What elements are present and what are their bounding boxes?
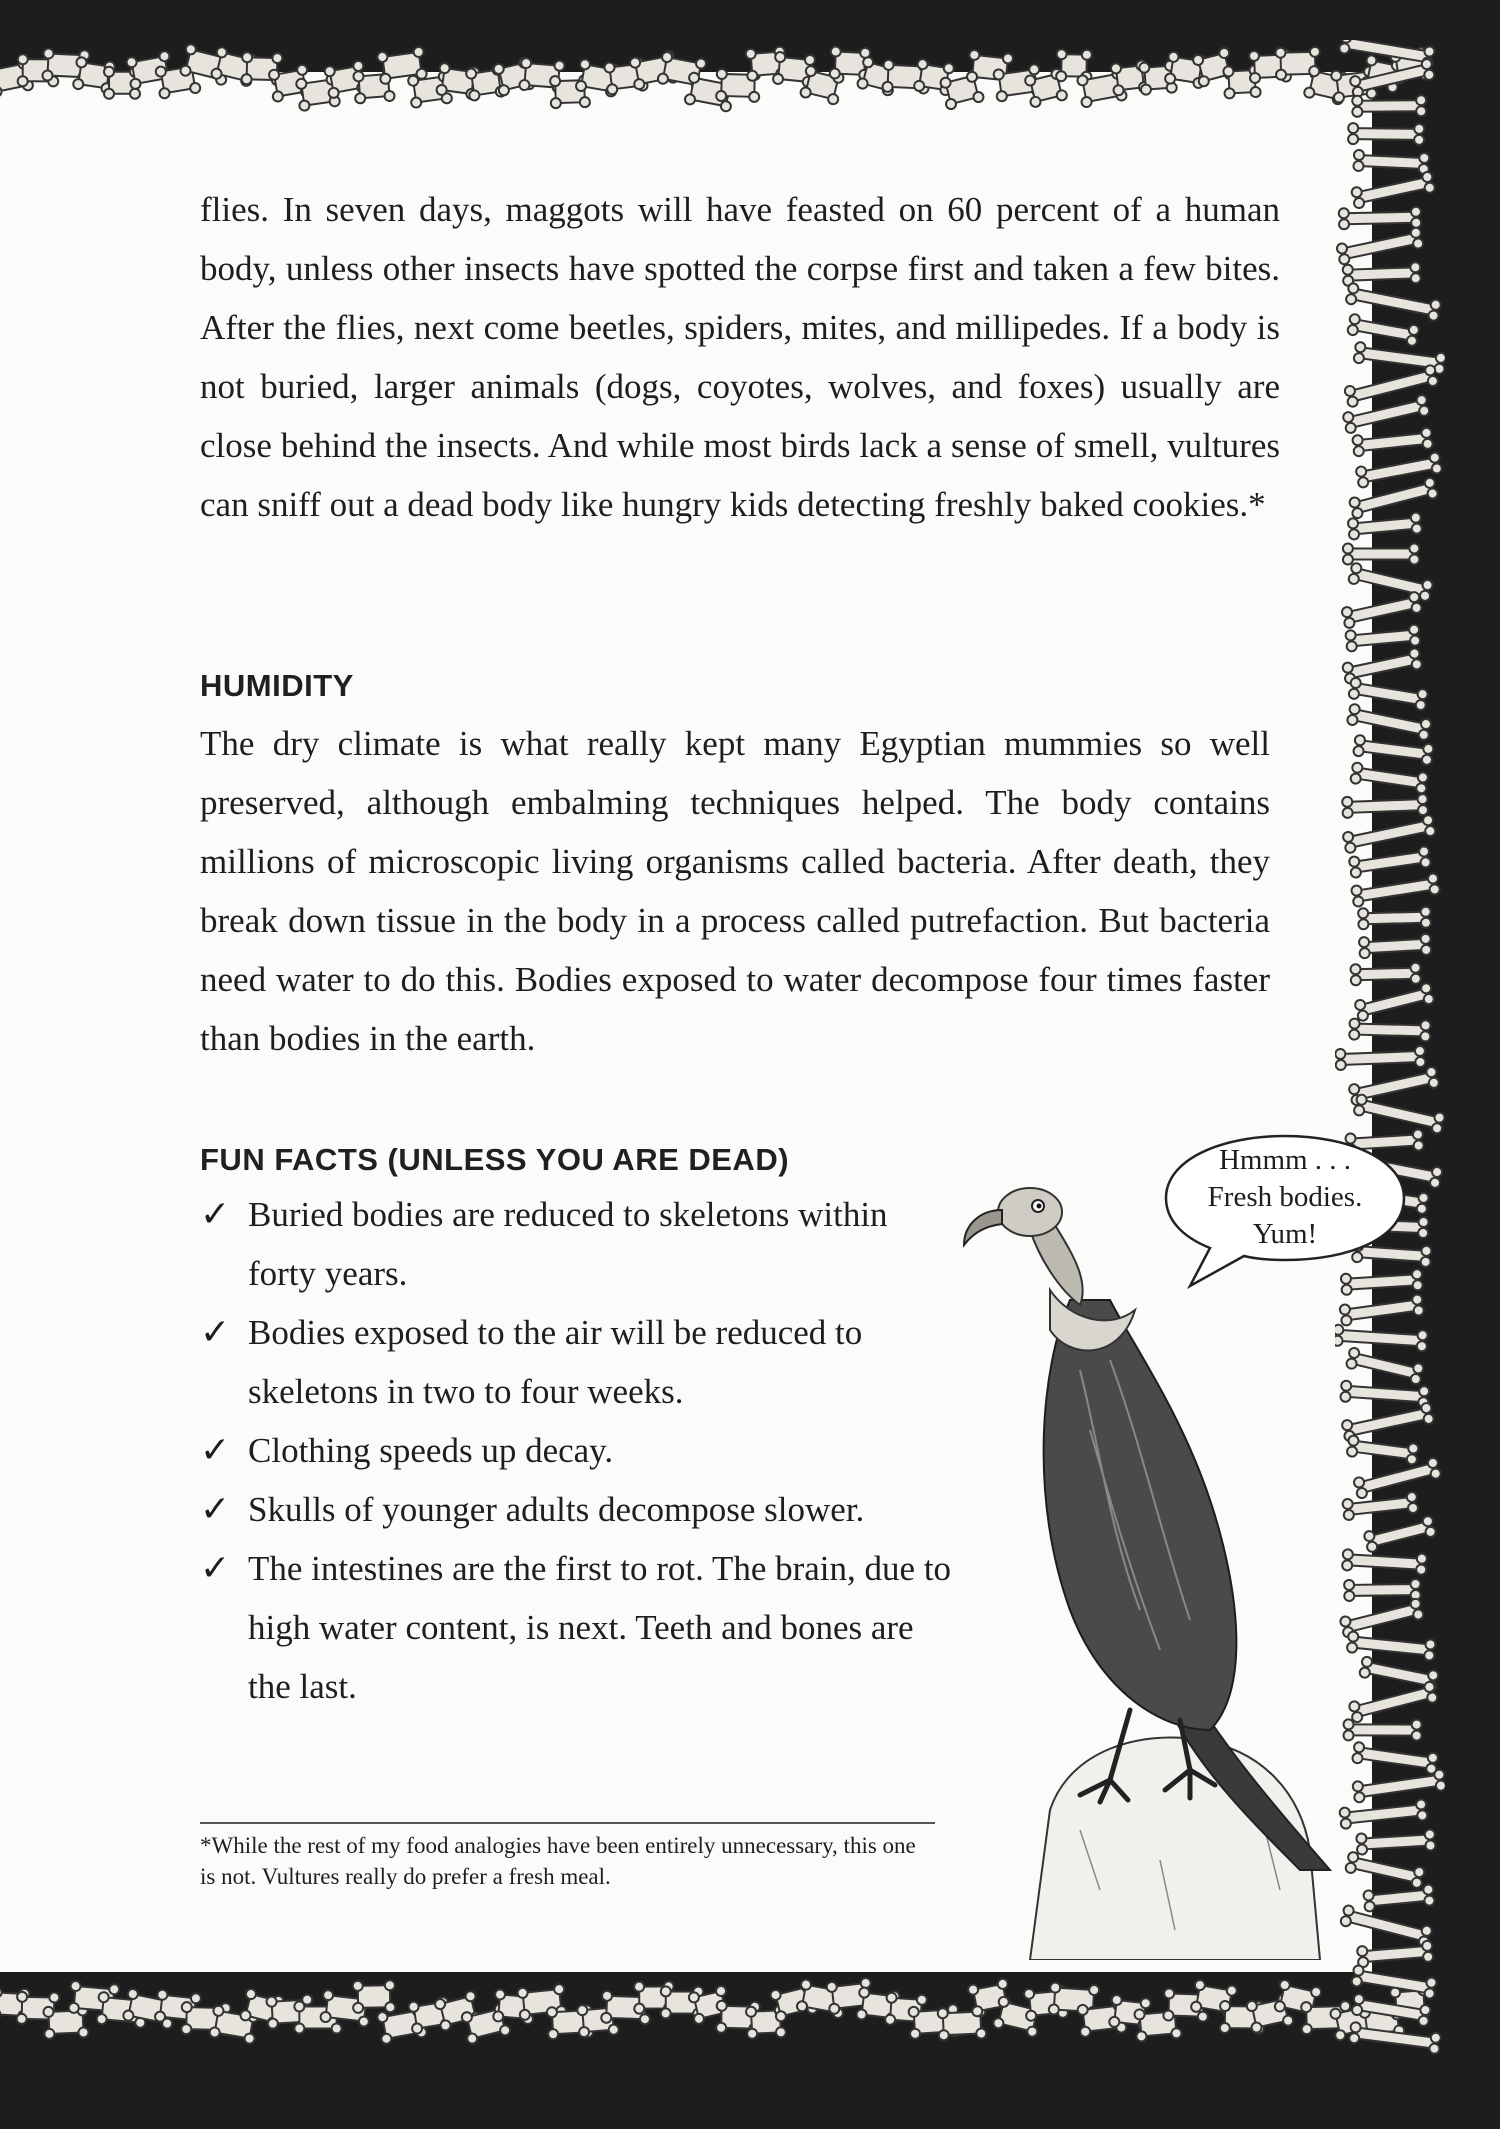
bone-shape [1342, 1492, 1418, 1521]
paragraph-decomposition: flies. In seven days, maggots will have feasted on 60 percent of a human body, unless other insects have spotted the corpse first and taken a few bites. After the flies, next come beetles, spiders, mites, and millipedes. If a body is not buried, larger animals (dogs, coyotes, wolves, and foxes) usually are close behind the insects. And while most birds lack a sense of smell, vultures can sniff out a dead body like hungry kids detecting freshly baked cookies.* [200, 190, 1280, 524]
bone-shape [1358, 907, 1431, 930]
bone-shape [1345, 624, 1420, 652]
bone-shape [1348, 677, 1428, 711]
bone-shape [1340, 1904, 1433, 1947]
fact-text: Clothing speeds up decay. [248, 1431, 614, 1470]
bone-shape [1345, 283, 1441, 322]
bubble-line-2: Fresh bodies. [1207, 1181, 1363, 1213]
vulture-illustration [960, 1170, 1340, 1960]
bone-shape [1343, 543, 1419, 564]
list-item [200, 1480, 960, 1539]
bone-shape [1343, 262, 1421, 286]
checkmark-icon: ✓ [200, 1194, 231, 1235]
bone-border-right [1335, 40, 1445, 2070]
bone-shape [1335, 1046, 1425, 1070]
bone-border-bottom [0, 1945, 1430, 2075]
bone-shape [1352, 427, 1433, 456]
bone-shape [1346, 1347, 1425, 1385]
bone-shape [1339, 1294, 1424, 1326]
heading-humidity: HUMIDITY [200, 668, 354, 703]
vulture-neck [1030, 1225, 1083, 1305]
bone-shape [1339, 207, 1422, 230]
bone-border-top [0, 18, 1430, 138]
list-item [200, 1421, 960, 1480]
fact-text: Skulls of younger adults decompose slower. [248, 1490, 865, 1529]
bone-shape [1348, 562, 1434, 602]
footnote-divider [200, 1822, 935, 1824]
bone-shape [1357, 1940, 1434, 1967]
bone-shape [1336, 227, 1424, 265]
bone-shape [1347, 313, 1420, 346]
bone-shape [1352, 95, 1426, 117]
checkmark-icon: ✓ [200, 1430, 231, 1471]
bone-shape [1350, 762, 1429, 794]
bone-shape [43, 2005, 88, 2039]
fact-text: The intestines are the first to rot. The brain, due to high water content, is next. Teeth and bones are the last. [248, 1549, 952, 1706]
bone-shape [1342, 794, 1428, 818]
bone-shape [1351, 1965, 1437, 1999]
bone-shape [1353, 150, 1429, 174]
bone-shape [1363, 1515, 1436, 1553]
bone-shape [1345, 1851, 1426, 1889]
fact-text: Bodies exposed to the air will be reduced to skeletons in two to four weeks. [248, 1313, 863, 1411]
bone-shape [1359, 934, 1432, 959]
footnote: *While the rest of my food analogies have been entirely unnecessary, this one is not. Vultures really do prefer a fresh meal. [200, 1833, 916, 1889]
bone-shape [1353, 1094, 1445, 1135]
bone-shape [1349, 846, 1432, 878]
bone-shape [1344, 1579, 1421, 1601]
list-item [200, 1303, 960, 1421]
bone-shape [1335, 1324, 1428, 1351]
vulture-beak [964, 1210, 1002, 1245]
bone-shape [1353, 1457, 1442, 1499]
bone-shape [1363, 1884, 1435, 1912]
bone-shape [1339, 40, 1436, 68]
bubble-line-3: Yum! [1252, 1218, 1318, 1250]
bone-shape [1354, 982, 1435, 1021]
bone-shape [1341, 591, 1422, 629]
checkmark-icon: ✓ [200, 1548, 231, 1589]
vulture-body [1044, 1300, 1237, 1730]
bone-shape [1339, 1799, 1428, 1829]
paragraph-humidity: The dry climate is what really kept many Egyptian mummies so well preserved, although embalming techniques helped. The body contains millions of microscopic living organisms called bacteria. After death, they break down tissue in the body in a process called putrefaction. But bacteria need water to do this. Bodies exposed to water decompose four times faster than bodies in the earth. [200, 724, 1270, 1058]
list-item [200, 1185, 960, 1303]
bone-shape [1349, 58, 1435, 98]
bone-shape [1352, 1742, 1439, 1775]
bone-shape [1347, 1631, 1436, 1661]
bone-shape [1348, 1681, 1438, 1723]
bone-shape [1356, 1829, 1436, 1855]
bone-shape [1346, 1435, 1418, 1465]
checkmark-icon: ✓ [200, 1489, 231, 1530]
bone-shape [1350, 963, 1421, 986]
bone-shape [1349, 1018, 1431, 1041]
bone-shape [1351, 171, 1436, 209]
list-item [200, 1539, 960, 1716]
fun-facts-list [200, 1185, 960, 1716]
bone-shape [377, 46, 428, 84]
bone-shape [1351, 1993, 1431, 2026]
checkmark-icon: ✓ [200, 1312, 231, 1353]
fact-text: Buried bodies are reduced to skeletons within forty years. [248, 1195, 888, 1293]
heading-fun-facts: FUN FACTS (UNLESS YOU ARE DEAD) [200, 1142, 790, 1177]
vulture-head [998, 1188, 1062, 1236]
bubble-line-1: Hmmm . . . [1218, 1144, 1352, 1176]
bone-shape [1349, 2022, 1442, 2055]
bone-shape [1351, 873, 1441, 907]
bone-shape [1342, 1549, 1427, 1575]
bone-shape [1348, 123, 1424, 145]
bone-shape [353, 1980, 396, 2013]
